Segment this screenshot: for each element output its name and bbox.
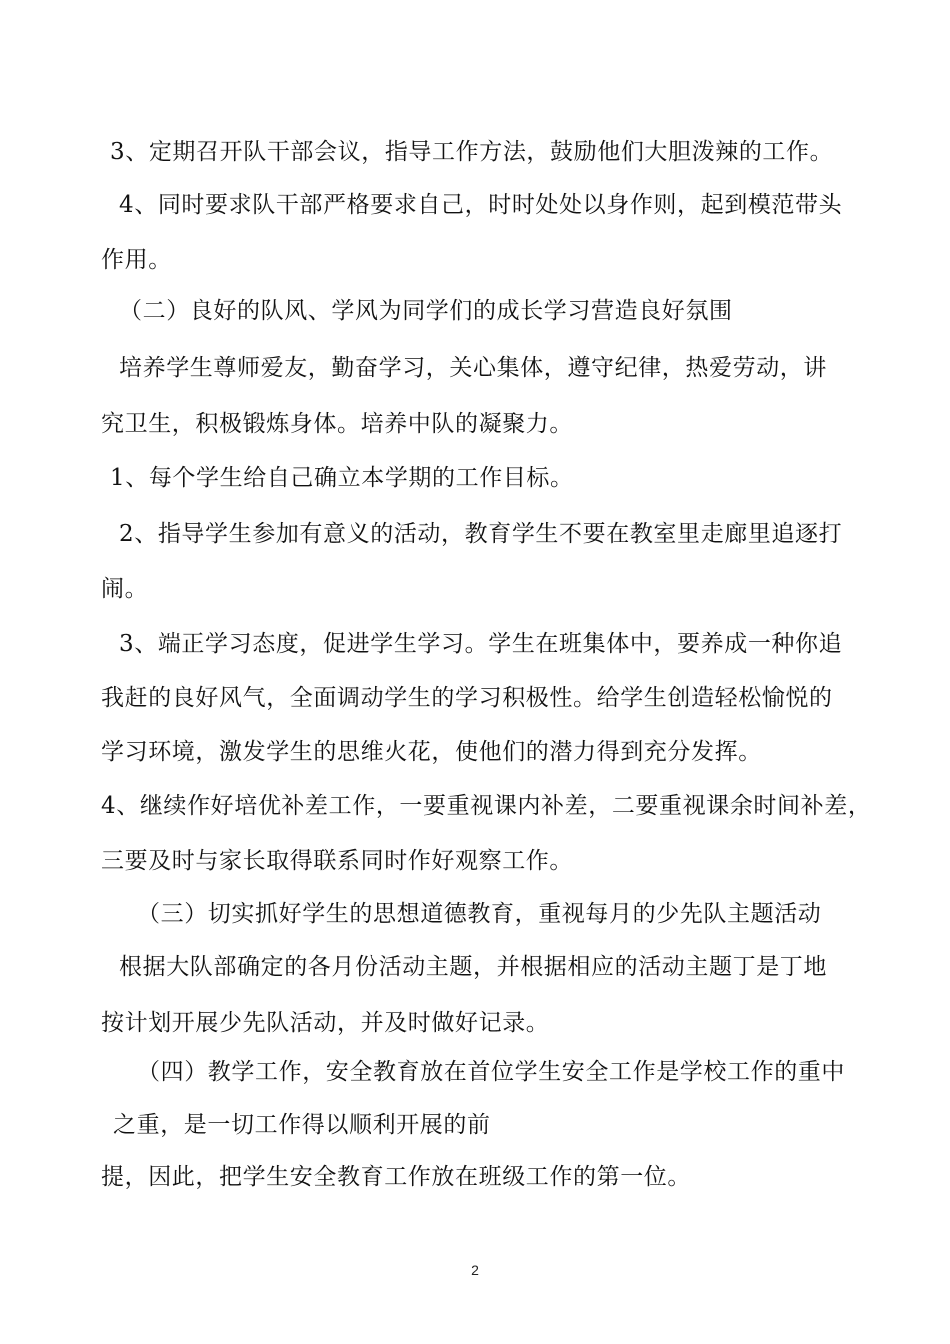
text-line-9: 闹。: [101, 576, 149, 602]
text-line-17: 按计划开展少先队活动，并及时做好记录。: [101, 1010, 550, 1036]
text-line-14: 三要及时与家长取得联系同时作好观察工作。: [101, 848, 573, 874]
text-line-5: 培养学生尊师爱友，勤奋学习，关心集体，遵守纪律，热爱劳动，讲: [119, 355, 827, 381]
text-line-19: 之重，是一切工作得以顺利开展的前: [113, 1112, 491, 1138]
section-heading-4: （四）教学工作，安全教育放在首位学生安全工作是学校工作的重中: [137, 1059, 845, 1085]
text-line-10: 3、端正学习态度，促进学生学习。学生在班集体中，要养成一种你追: [119, 631, 843, 657]
text-line-20: 提，因此，把学生安全教育工作放在班级工作的第一位。: [101, 1164, 691, 1190]
section-heading-2: （二）良好的队风、学风为同学们的成长学习营造良好氛围: [119, 298, 733, 324]
text-line-7: 1、每个学生给自己确立本学期的工作目标。: [110, 465, 574, 491]
text-line-1: 3、定期召开队干部会议，指导工作方法，鼓励他们大胆泼辣的工作。: [110, 139, 834, 165]
text-line-8: 2、指导学生参加有意义的活动，教育学生不要在教室里走廊里追逐打: [119, 521, 843, 547]
text-line-12: 学习环境，激发学生的思维火花，使他们的潜力得到充分发挥。: [101, 739, 762, 765]
text-line-2: 4、同时要求队干部严格要求自己，时时处处以身作则，起到模范带头: [119, 192, 843, 218]
text-line-11: 我赶的良好风气，全面调动学生的学习积极性。给学生创造轻松愉悦的: [101, 685, 833, 711]
text-line-6: 究卫生，积极锻炼身体。培养中队的凝聚力。: [101, 411, 573, 437]
page-number: 2: [471, 1262, 479, 1278]
section-heading-3: （三）切实抓好学生的思想道德教育，重视每月的少先队主题活动: [137, 901, 822, 927]
text-line-3: 作用。: [101, 247, 172, 273]
text-line-13: 4、继续作好培优补差工作，一要重视课内补差，二要重视课余时间补差，: [101, 793, 872, 819]
text-line-16: 根据大队部确定的各月份活动主题，并根据相应的活动主题丁是丁地: [119, 954, 827, 980]
